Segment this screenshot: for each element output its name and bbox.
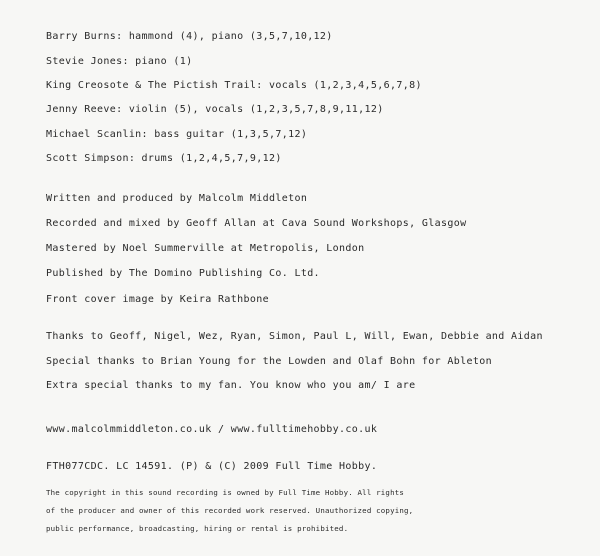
catalog-line: FTH077CDC. LC 14591. (P) & (C) 2009 Full Time Hobby.: [46, 461, 378, 472]
credit-line-stevie-jones: Stevie Jones: piano (1): [46, 56, 193, 67]
production-line-published: Published by The Domino Publishing Co. Ltd.: [46, 268, 320, 279]
production-line-written: Written and produced by Malcolm Middleton: [46, 193, 308, 204]
copyright-line-1: The copyright in this sound recording is owned by Full Time Hobby. All rights: [46, 488, 405, 497]
copyright-line-2: of the producer and owner of this recorded work reserved. Unauthorized copying,: [46, 506, 414, 515]
websites-line: www.malcolmmiddleton.co.uk / www.fulltimehobby.co.uk: [46, 424, 378, 435]
production-line-cover-image: Front cover image by Keira Rathbone: [46, 294, 269, 305]
special-thanks-line: Special thanks to Brian Young for the Lowden and Olaf Bohn for Ableton: [46, 356, 492, 367]
extra-special-thanks-line: Extra special thanks to my fan. You know who you am/ I are: [46, 380, 416, 391]
production-line-recorded: Recorded and mixed by Geoff Allan at Cava Sound Workshops, Glasgow: [46, 218, 467, 229]
copyright-line-3: public performance, broadcasting, hiring or rental is prohibited.: [46, 524, 349, 533]
production-line-mastered: Mastered by Noel Summerville at Metropolis, London: [46, 243, 365, 254]
credit-line-barry-burns: Barry Burns: hammond (4), piano (3,5,7,10,12): [46, 31, 333, 42]
credit-line-scott-simpson: Scott Simpson: drums (1,2,4,5,7,9,12): [46, 153, 282, 164]
credit-line-michael-scanlin: Michael Scanlin: bass guitar (1,3,5,7,12): [46, 129, 308, 140]
thanks-line: Thanks to Geoff, Nigel, Wez, Ryan, Simon, Paul L, Will, Ewan, Debbie and Aidan: [46, 331, 543, 342]
credit-line-jenny-reeve: Jenny Reeve: violin (5), vocals (1,2,3,5,7,8,9,11,12): [46, 104, 384, 115]
credit-line-king-creosote: King Creosote & The Pictish Trail: vocals (1,2,3,4,5,6,7,8): [46, 80, 422, 91]
